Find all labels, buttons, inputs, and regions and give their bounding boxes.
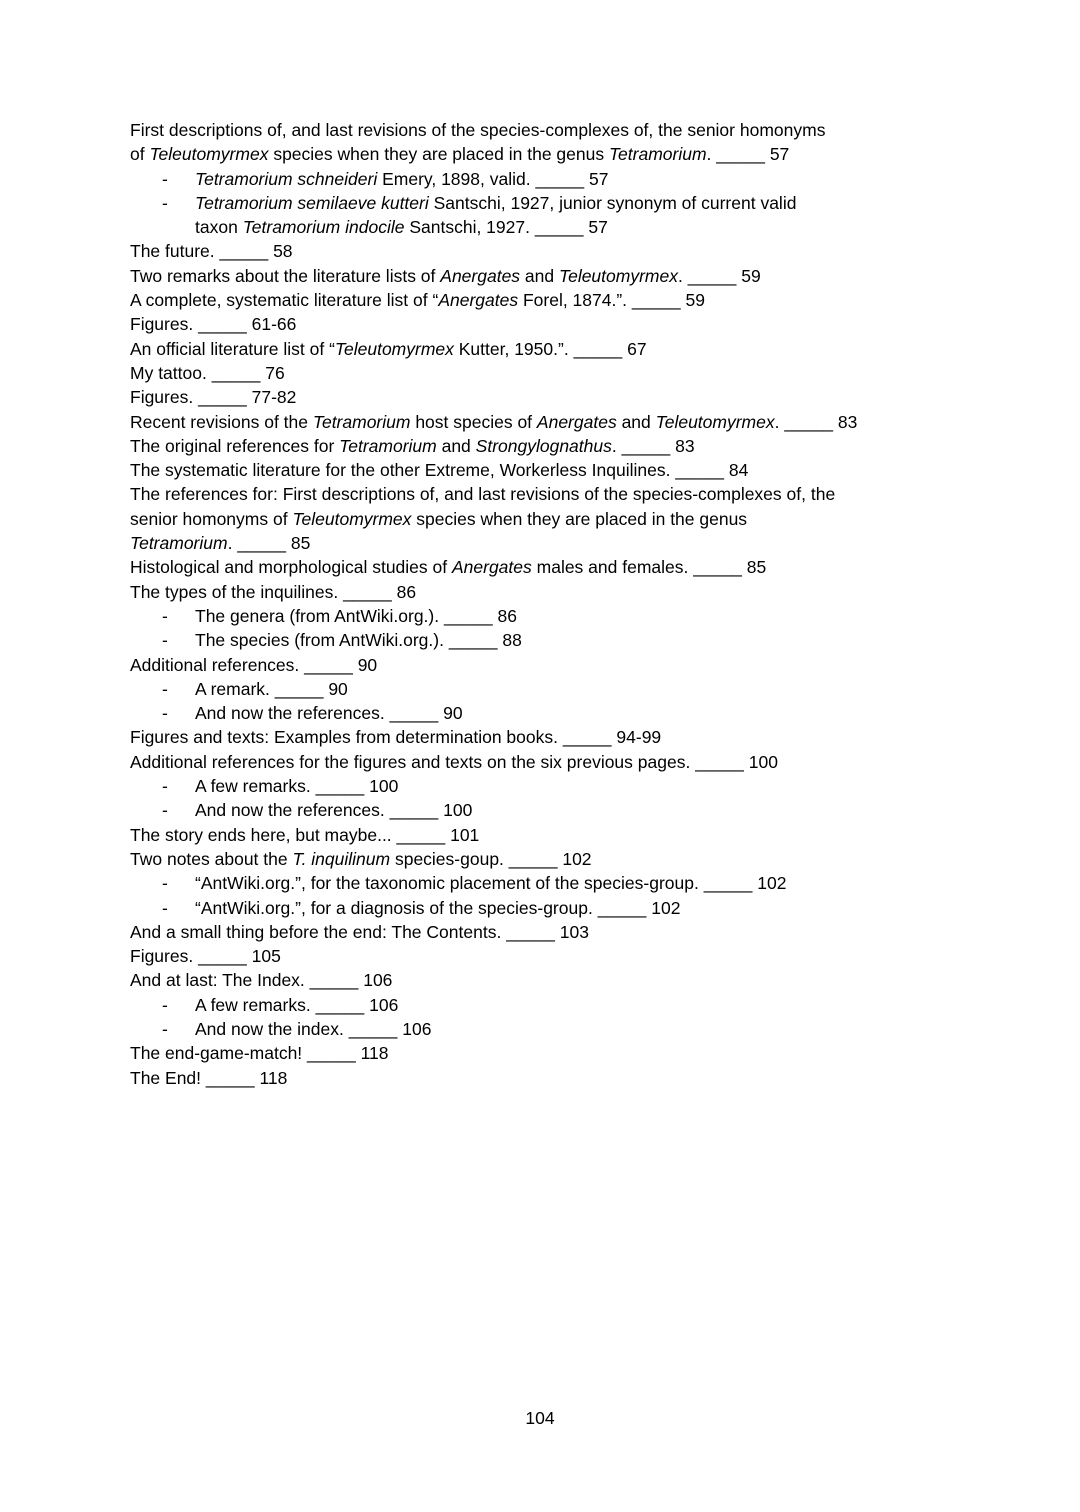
entry-text-segment: My tattoo. [130,362,207,383]
entry-page-number: 90 [328,678,348,699]
toc-entry [130,1041,1020,1065]
toc-entry [130,604,1020,628]
entry-text [130,849,592,869]
toc-entry [130,264,1020,288]
entry-text-segment: Teleutomyrmex [334,338,454,359]
entry-text [195,1019,431,1039]
entry-text-segment: Emery, 1898, valid. [377,168,531,189]
entry-text [130,484,835,553]
underscore-blank: _____ [315,776,365,797]
underscore-blank: _____ [348,1018,398,1039]
underscore-blank: _____ [211,362,261,383]
underscore-blank: _____ [304,654,353,675]
entry-text-segment: and [616,411,656,432]
entry-text-segment: Forel, 1874.”. [518,290,628,311]
entry-page-number: 61-66 [251,314,297,335]
entry-page-number: 86 [396,581,417,602]
toc-entry [130,920,1020,944]
entry-text-segment: The species (from AntWiki.org.). [195,630,444,651]
entry-text-segment: A remark. [195,678,270,699]
entry-text-segment: . [677,265,683,286]
entry-text-segment: . [227,533,233,554]
toc-entry [130,288,1020,312]
entry-text-segment: . [611,435,617,456]
toc-entry [130,823,1020,847]
bullet-dash: - [162,1018,168,1039]
toc-entry [130,580,1020,604]
entry-page-number: 57 [769,144,790,165]
entry-text [130,387,296,407]
entry-text [130,922,589,942]
entry-text [130,970,392,990]
entry-text [130,266,761,286]
entry-page-number: 101 [450,824,480,845]
entry-text [195,169,608,189]
toc-entry [130,118,1020,167]
underscore-blank: _____ [562,727,612,748]
entry-page-number: 90 [443,703,463,724]
entry-text [195,995,398,1015]
entry-text-segment: And a small thing before the end: The Contents. [130,921,502,942]
toc-entry [130,993,1020,1017]
entry-text-segment: T. inquilinum [292,848,391,869]
entry-text-segment: and [520,265,559,286]
entry-text-segment: And now the references. [195,800,385,821]
underscore-blank: _____ [508,848,558,869]
underscore-blank: _____ [389,800,439,821]
entry-page-number: 105 [251,946,281,967]
entry-text-segment: Tetramorium [608,144,707,165]
toc-entry [130,628,1020,652]
toc-entry [130,896,1020,920]
underscore-blank: _____ [506,921,555,942]
entry-text-segment: Two notes about the [130,848,293,869]
entry-page-number: 85 [746,557,767,578]
entry-page-number: 106 [402,1018,432,1039]
entry-text-segment: Teleutomyrmex [655,411,775,432]
entry-text-segment: Tetramorium indocile [242,217,405,238]
entry-text-segment: Teleutomyrmex [292,508,412,529]
underscore-blank: _____ [315,994,365,1015]
bullet-dash: - [162,994,168,1015]
toc-entry [130,191,1020,240]
entry-text-segment: The end-game-match! [130,1043,303,1064]
entry-page-number: 76 [265,362,285,383]
underscore-blank: _____ [343,581,392,602]
entry-page-number: 88 [502,630,522,651]
entry-text [130,946,281,966]
entry-text-segment: Teleutomyrmex [149,144,269,165]
entry-text-segment: senior homonyms of [130,508,293,529]
entry-text-segment: The references for: First descriptions of, and last revisions of the species-complexes of, the [130,484,836,505]
underscore-blank: _____ [784,411,834,432]
toc-entry [130,871,1020,895]
toc-entry [130,410,1020,434]
entry-text [195,873,786,893]
entry-page-number: 86 [497,605,518,626]
entry-text-segment: Figures. [130,387,194,408]
underscore-blank: _____ [573,338,623,359]
underscore-blank: _____ [274,678,324,699]
entry-text [195,679,348,699]
underscore-blank: _____ [205,1067,255,1088]
underscore-blank: _____ [448,630,498,651]
entry-page-number: 102 [651,897,681,918]
toc-entry [130,385,1020,409]
toc-list [130,118,1020,1090]
entry-page-number: 94-99 [616,727,662,748]
toc-entry [130,312,1020,336]
toc-entry [130,798,1020,822]
entry-page-number: 83 [837,411,858,432]
entry-text-segment: species-goup. [390,848,504,869]
underscore-blank: _____ [309,970,359,991]
underscore-blank: _____ [693,557,742,578]
entry-page-number: 90 [357,654,378,675]
entry-text-segment: species when they are placed in the genus [411,508,748,529]
entry-text-segment: Tetramorium semilaeve kutteri [195,192,429,213]
toc-entry [130,555,1020,579]
entry-text-segment: Teleutomyrmex [559,265,678,286]
entry-page-number: 118 [360,1043,389,1064]
entry-text-segment: The future. [130,241,215,262]
entry-page-number: 67 [627,338,647,359]
entry-text-segment: and [436,435,476,456]
entry-page-number: 84 [728,460,749,481]
entry-text [195,776,398,796]
entry-text [130,314,296,334]
entry-text-segment: Figures. [130,946,194,967]
underscore-blank: _____ [198,387,247,408]
bullet-dash: - [162,678,168,699]
entry-text [130,557,766,577]
entry-page-number: 85 [290,533,311,554]
entry-page-number: 106 [363,970,393,991]
entry-text-segment: Figures. [130,314,194,335]
toc-entry [130,677,1020,701]
entry-text [130,825,479,845]
entry-text-segment: The story ends here, but maybe... [130,824,392,845]
entry-page-number: 102 [562,848,592,869]
bullet-dash: - [162,605,168,626]
entry-page-number: 59 [741,265,761,286]
entry-text-segment: males and females. [531,557,689,578]
entry-text [195,898,680,918]
entry-text-segment: And now the index. [195,1018,344,1039]
underscore-blank: _____ [675,460,724,481]
entry-text-segment: “AntWiki.org.”, for a diagnosis of the species-group. [195,897,593,918]
entry-page-number: 100 [748,751,778,772]
entry-text [130,241,293,261]
entry-text-segment: host species of [410,411,537,432]
footer-page-number: 104 [525,1408,555,1428]
underscore-blank: _____ [631,290,681,311]
underscore-blank: _____ [597,897,647,918]
bullet-dash: - [162,873,168,894]
underscore-blank: _____ [695,751,744,772]
entry-text-segment: Tetramorium [312,411,411,432]
bullet-dash: - [162,630,168,651]
entry-text-segment: Anergates [440,265,521,286]
toc-entry [130,847,1020,871]
entry-page-number: 100 [369,776,399,797]
entry-text [130,582,416,602]
underscore-blank: _____ [198,946,247,967]
entry-text-segment: An official literature list of “ [130,338,335,359]
toc-entry [130,750,1020,774]
entry-text [130,339,647,359]
entry-text-segment: Recent revisions of the [130,411,313,432]
bullet-dash: - [162,192,168,213]
entry-text [130,1043,389,1063]
entry-text [130,655,377,675]
entry-text-segment: The genera (from AntWiki.org.). [195,605,440,626]
toc-entry [130,968,1020,992]
entry-text-segment: Figures and texts: Examples from determination books. [130,727,558,748]
entry-text-segment: The End! [130,1067,202,1088]
entry-page-number: 102 [757,873,787,894]
underscore-blank: _____ [396,824,446,845]
underscore-blank: _____ [307,1043,356,1064]
entry-text-segment: Anergates [536,411,617,432]
entry-text-segment: species when they are placed in the genus [268,144,609,165]
entry-text-segment: Santschi, 1927. [404,217,530,238]
entry-text [195,630,522,650]
entry-text-segment: Tetramorium schneideri [195,168,378,189]
bullet-dash: - [162,800,168,821]
entry-text-segment: Two remarks about the literature lists of [130,265,441,286]
toc-entry [130,239,1020,263]
entry-page-number: 57 [588,217,608,238]
underscore-blank: _____ [237,533,286,554]
entry-text-segment: . [706,144,712,165]
entry-text-segment: Anergates [451,557,532,578]
entry-text-segment: And at last: The Index. [130,970,305,991]
toc-entry [130,434,1020,458]
entry-text-segment: The types of the inquilines. [130,581,339,602]
entry-text [130,120,825,164]
underscore-blank: _____ [219,241,269,262]
entry-text [130,290,705,310]
entry-text [130,752,778,772]
entry-text [130,412,857,432]
toc-entry [130,337,1020,361]
toc-entry [130,1017,1020,1041]
underscore-blank: _____ [703,873,753,894]
entry-text [195,193,796,237]
bullet-dash: - [162,776,168,797]
entry-text-segment: Santschi, 1927, junior synonym of current valid [428,192,797,213]
entry-page-number: 77-82 [251,387,297,408]
entry-text-segment: The original references for [130,435,340,456]
entry-text-segment: Histological and morphological studies of [130,557,452,578]
entry-page-number: 83 [675,435,695,456]
entry-text [130,363,285,383]
entry-page-number: 57 [589,168,609,189]
entry-page-number: 100 [443,800,473,821]
entry-text [130,727,661,747]
toc-entry [130,725,1020,749]
entry-page-number: 106 [369,994,399,1015]
underscore-blank: _____ [535,168,585,189]
entry-text-segment: And now the references. [195,703,385,724]
entry-page-number: 103 [559,921,589,942]
entry-text-segment: A complete, systematic literature list of “ [130,290,439,311]
entry-text-segment: “AntWiki.org.”, for the taxonomic placement of the species-group. [195,873,699,894]
entry-text-segment: Tetramorium [130,533,228,554]
underscore-blank: _____ [444,605,493,626]
entry-text-segment: . [774,411,780,432]
entry-text-segment: Strongylognathus [475,435,612,456]
bullet-dash: - [162,168,168,189]
toc-entry [130,774,1020,798]
underscore-blank: _____ [534,217,584,238]
entry-text-segment: of [130,144,150,165]
entry-page-number: 118 [259,1067,288,1088]
bullet-dash: - [162,703,168,724]
entry-text-segment: Additional references for the figures and texts on the six previous pages. [130,751,691,772]
entry-text [195,800,472,820]
entry-text [130,1068,287,1088]
entry-text [195,703,463,723]
underscore-blank: _____ [198,314,247,335]
entry-text-segment: Additional references. [130,654,300,675]
entry-text-segment: The systematic literature for the other Extreme, Workerless Inquilines. [130,460,671,481]
toc-entry [130,1066,1020,1090]
toc-entry [130,701,1020,725]
toc-entry [130,482,1020,555]
entry-text-segment: A few remarks. [195,994,311,1015]
entry-page-number: 58 [273,241,293,262]
entry-text-segment: First descriptions of, and last revisions of the species-complexes of, the senior homonyms [130,120,826,140]
entry-page-number: 59 [685,290,705,311]
toc-entry [130,458,1020,482]
entry-text [130,436,695,456]
entry-text-segment: A few remarks. [195,776,311,797]
entry-text [195,606,517,626]
toc-entry [130,944,1020,968]
toc-entry [130,361,1020,385]
toc-entry [130,167,1020,191]
underscore-blank: _____ [716,144,765,165]
entry-text-segment: taxon [195,217,243,238]
toc-entry [130,653,1020,677]
entry-text-segment: Tetramorium [339,435,437,456]
entry-text [130,460,748,480]
entry-text-segment: Kutter, 1950.”. [453,338,569,359]
bullet-dash: - [162,897,168,918]
underscore-blank: _____ [687,265,737,286]
underscore-blank: _____ [621,435,671,456]
underscore-blank: _____ [389,703,439,724]
entry-text-segment: Anergates [438,290,519,311]
